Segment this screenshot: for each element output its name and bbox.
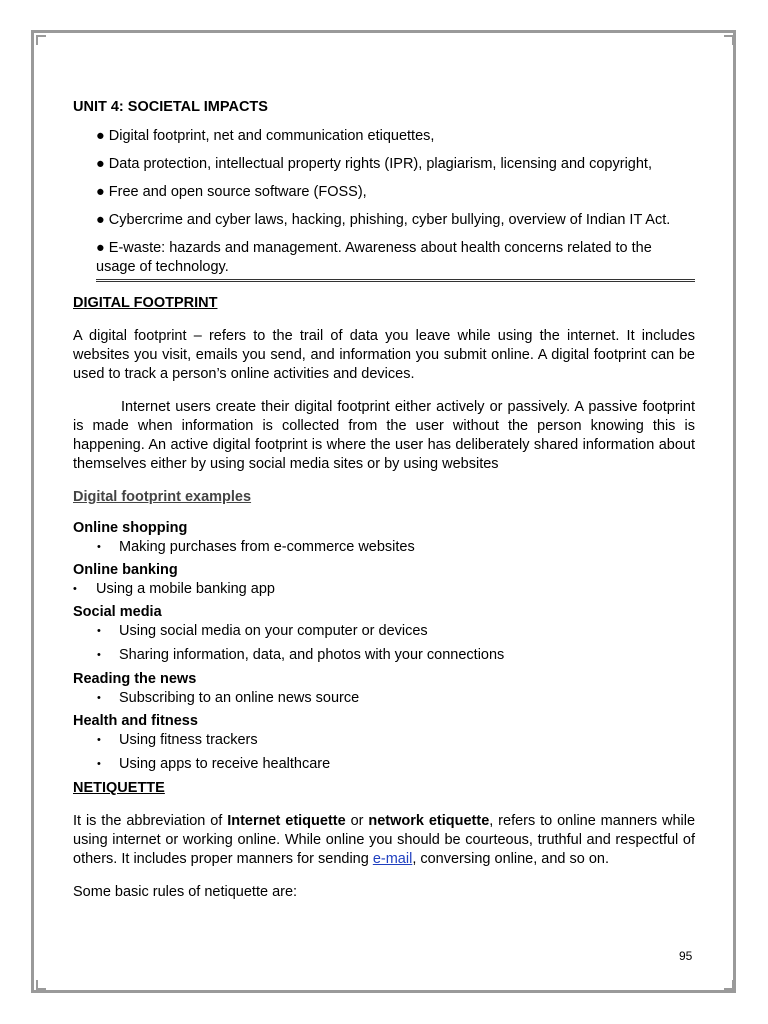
section-heading-netiquette: NETIQUETTE <box>73 780 165 796</box>
corner-mark-top-right <box>724 35 734 45</box>
subheading-examples: Digital footprint examples <box>73 489 252 505</box>
topic-item: ● Digital footprint, net and communication etiquettes, <box>96 128 435 144</box>
list-item: • Using apps to receive healthcare <box>73 755 695 774</box>
category-title: Social media <box>73 604 162 620</box>
section-heading-digital-footprint: DIGITAL FOOTPRINT <box>73 295 218 311</box>
unit-title: UNIT 4: SOCIETAL IMPACTS <box>73 99 268 115</box>
list-item: • Using social media on your computer or devices <box>73 622 695 641</box>
corner-mark-bottom-left <box>36 980 46 990</box>
list-item: • Using a mobile banking app <box>73 580 695 599</box>
text-run: It is the abbreviation of <box>73 813 228 829</box>
bullet-list <box>73 538 695 557</box>
topic-item: ● E-waste: hazards and management. Awareness about health concerns related to the usage of technology. <box>96 239 695 282</box>
corner-mark-bottom-right <box>724 980 734 990</box>
topic-list <box>73 127 695 282</box>
text-run: , refers to online manners while using internet or working online. While online you should be courteous, truthful and respectful of others. It includes proper manners for sending <box>73 813 696 867</box>
list-item: • Subscribing to an online news source <box>73 689 695 708</box>
list-item: • Making purchases from e-commerce websites <box>73 538 695 557</box>
category-title: Online shopping <box>73 520 188 536</box>
text-run: , conversing online, and so on. <box>412 851 609 867</box>
topic-item: ● Cybercrime and cyber laws, hacking, phishing, cyber bullying, overview of Indian IT Act. <box>96 212 671 228</box>
category-title: Reading the news <box>73 671 197 687</box>
bullet-list <box>73 731 695 774</box>
text-run: or <box>345 813 369 829</box>
document-body <box>73 98 695 916</box>
list-item: • Sharing information, data, and photos with your connections <box>73 646 695 665</box>
bold-term: Internet etiquette <box>227 813 346 829</box>
paragraph-netiquette <box>73 812 695 869</box>
corner-mark-top-left <box>36 35 46 45</box>
category-title: Online banking <box>73 562 178 578</box>
bold-term: network etiquette <box>368 813 490 829</box>
paragraph: Internet users create their digital footprint either actively or passively. A passive footprint is made when information is collected from the user without the person knowing this is happening. An active digital footprint is where the user has deliberately shared information about themselves either by using social media sites or by using websites <box>73 399 695 472</box>
category-title: Health and fitness <box>73 713 198 729</box>
bullet-list <box>73 622 695 665</box>
topic-item: ● Data protection, intellectual property rights (IPR), plagiarism, licensing and copyright, <box>96 156 652 172</box>
list-item: • Using fitness trackers <box>73 731 695 750</box>
bullet-list <box>73 580 695 599</box>
email-link[interactable]: e-mail <box>372 851 413 867</box>
paragraph: Some basic rules of netiquette are: <box>73 884 298 900</box>
topic-item: ● Free and open source software (FOSS), <box>96 184 367 200</box>
paragraph: A digital footprint – refers to the trail of data you leave while using the internet. It includes websites you visit, emails you send, and information you submit online. A digital footprint can be used to track a person’s online activities and devices. <box>73 328 695 382</box>
page-number: 95 <box>679 949 693 963</box>
bullet-list <box>73 689 695 708</box>
